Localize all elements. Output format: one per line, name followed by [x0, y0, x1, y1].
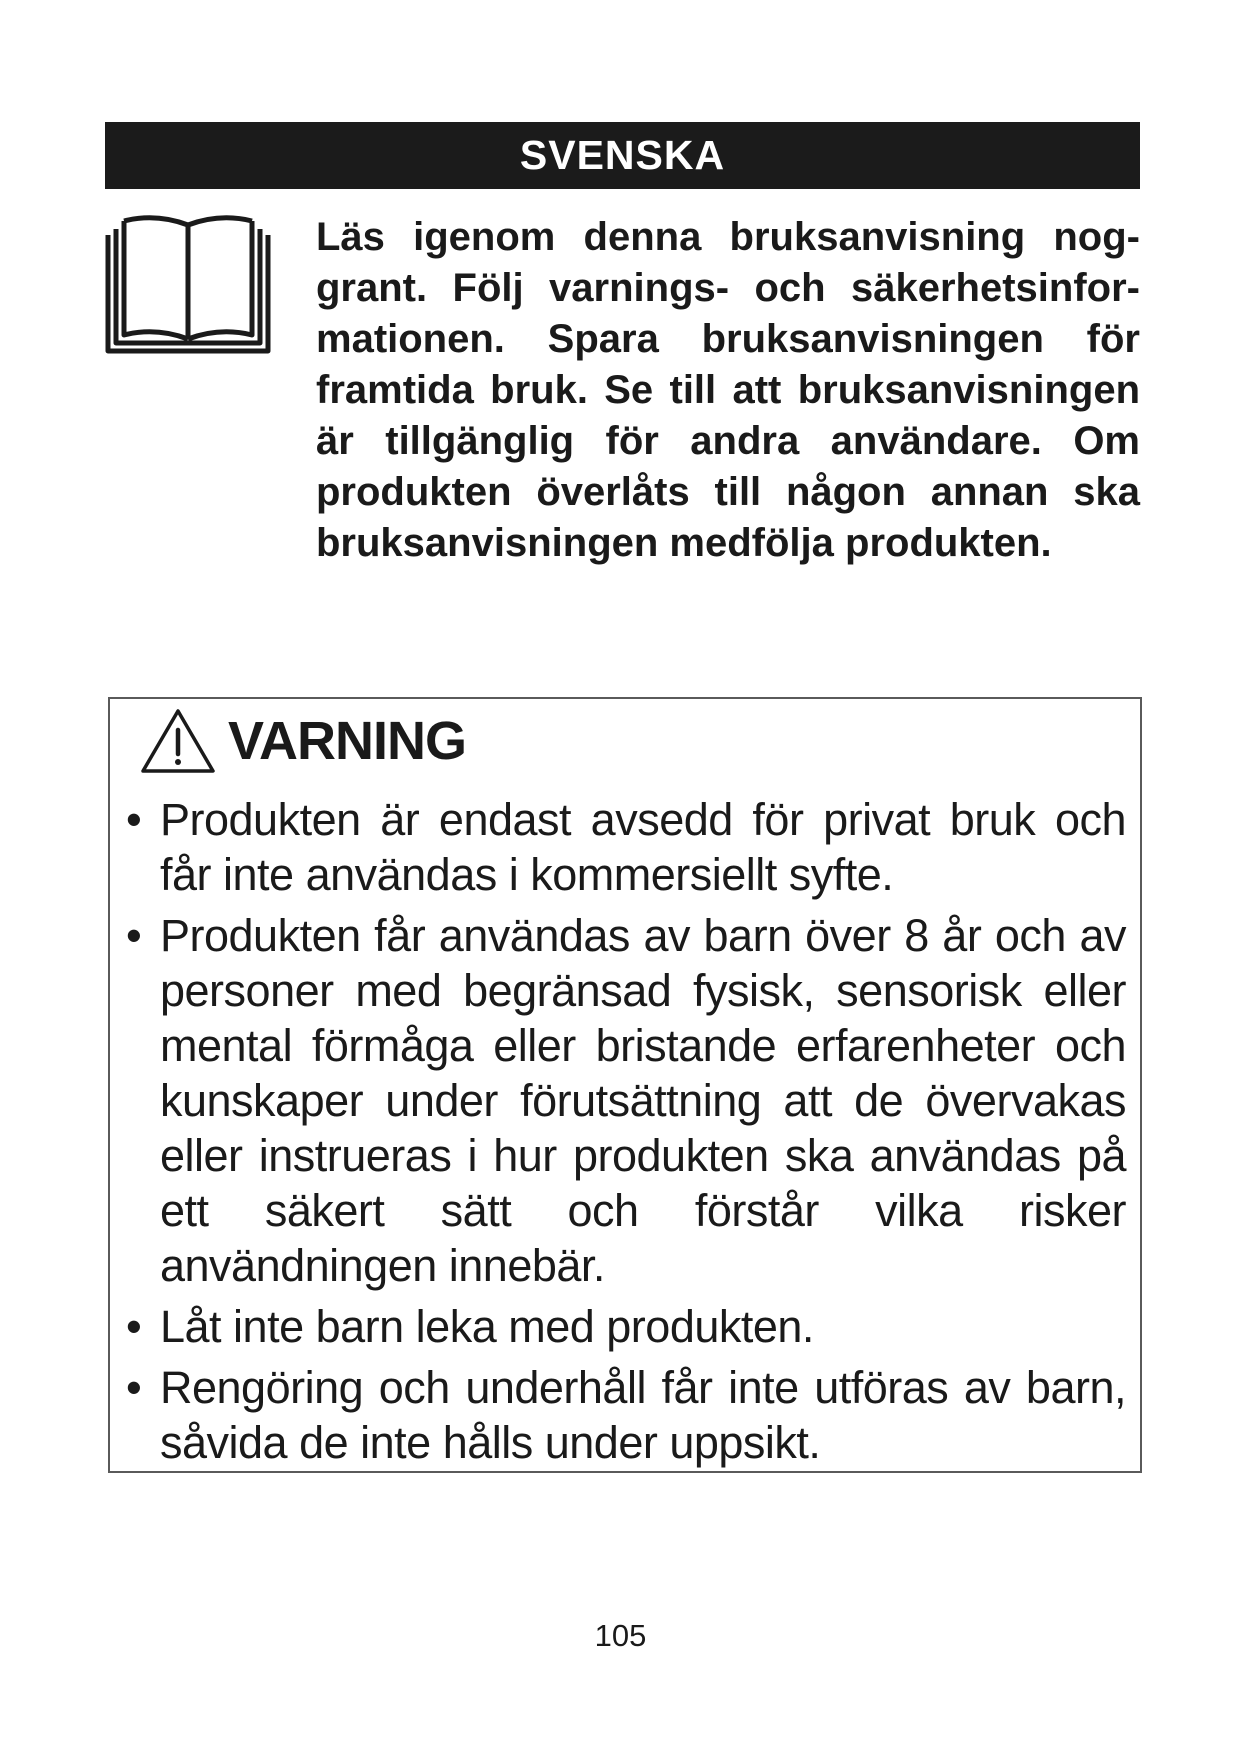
warning-header [140, 705, 466, 777]
warning-box [108, 697, 1142, 1473]
bullet-icon: • [126, 1301, 142, 1352]
bullet-icon: • [126, 794, 142, 845]
warning-item-text: Produkten är endast avsedd för privat bruk och får inte användas i kommersiellt syfte. [160, 794, 1126, 900]
warning-item [126, 1299, 1126, 1354]
warning-item-text: Produkten får användas av barn över 8 år och av personer med begränsad fysisk, sensorisk eller mental förmåga eller bristande erfarenheter och kunskaper under förutsättning att de övervakas eller instrueras i hur produkten ska användas på ett säkert sätt och förstår vilka risker användningen innebär. [160, 910, 1126, 1291]
warning-item [126, 908, 1126, 1293]
bullet-icon: • [126, 1362, 142, 1413]
language-header [105, 122, 1140, 189]
warning-list [126, 792, 1126, 1476]
warning-item-text: Låt inte barn leka med produkten. [160, 1301, 814, 1352]
warning-item [126, 792, 1126, 902]
intro-paragraph: Läs igenom denna bruksanvisning noggrant. Följ varnings- och säkerhetsinformationen. Spara bruksanvisningen för framtida bruk. Se till att bruksanvisningen är tillgänglig för andra användare. Om produkten överlåts till någon annan ska bruksanvisningen medfölja produkten. [316, 215, 1140, 565]
bullet-icon: • [126, 910, 142, 961]
warning-item-text: Rengöring och underhåll får inte utföras av barn, såvida de inte hålls under uppsikt. [160, 1362, 1126, 1468]
open-book-icon [104, 211, 272, 357]
warning-title: VARNING [228, 711, 467, 771]
warning-triangle-icon [140, 708, 216, 774]
page-number: 105 [594, 1618, 647, 1653]
warning-item [126, 1360, 1126, 1470]
language-title: SVENSKA [519, 132, 726, 178]
